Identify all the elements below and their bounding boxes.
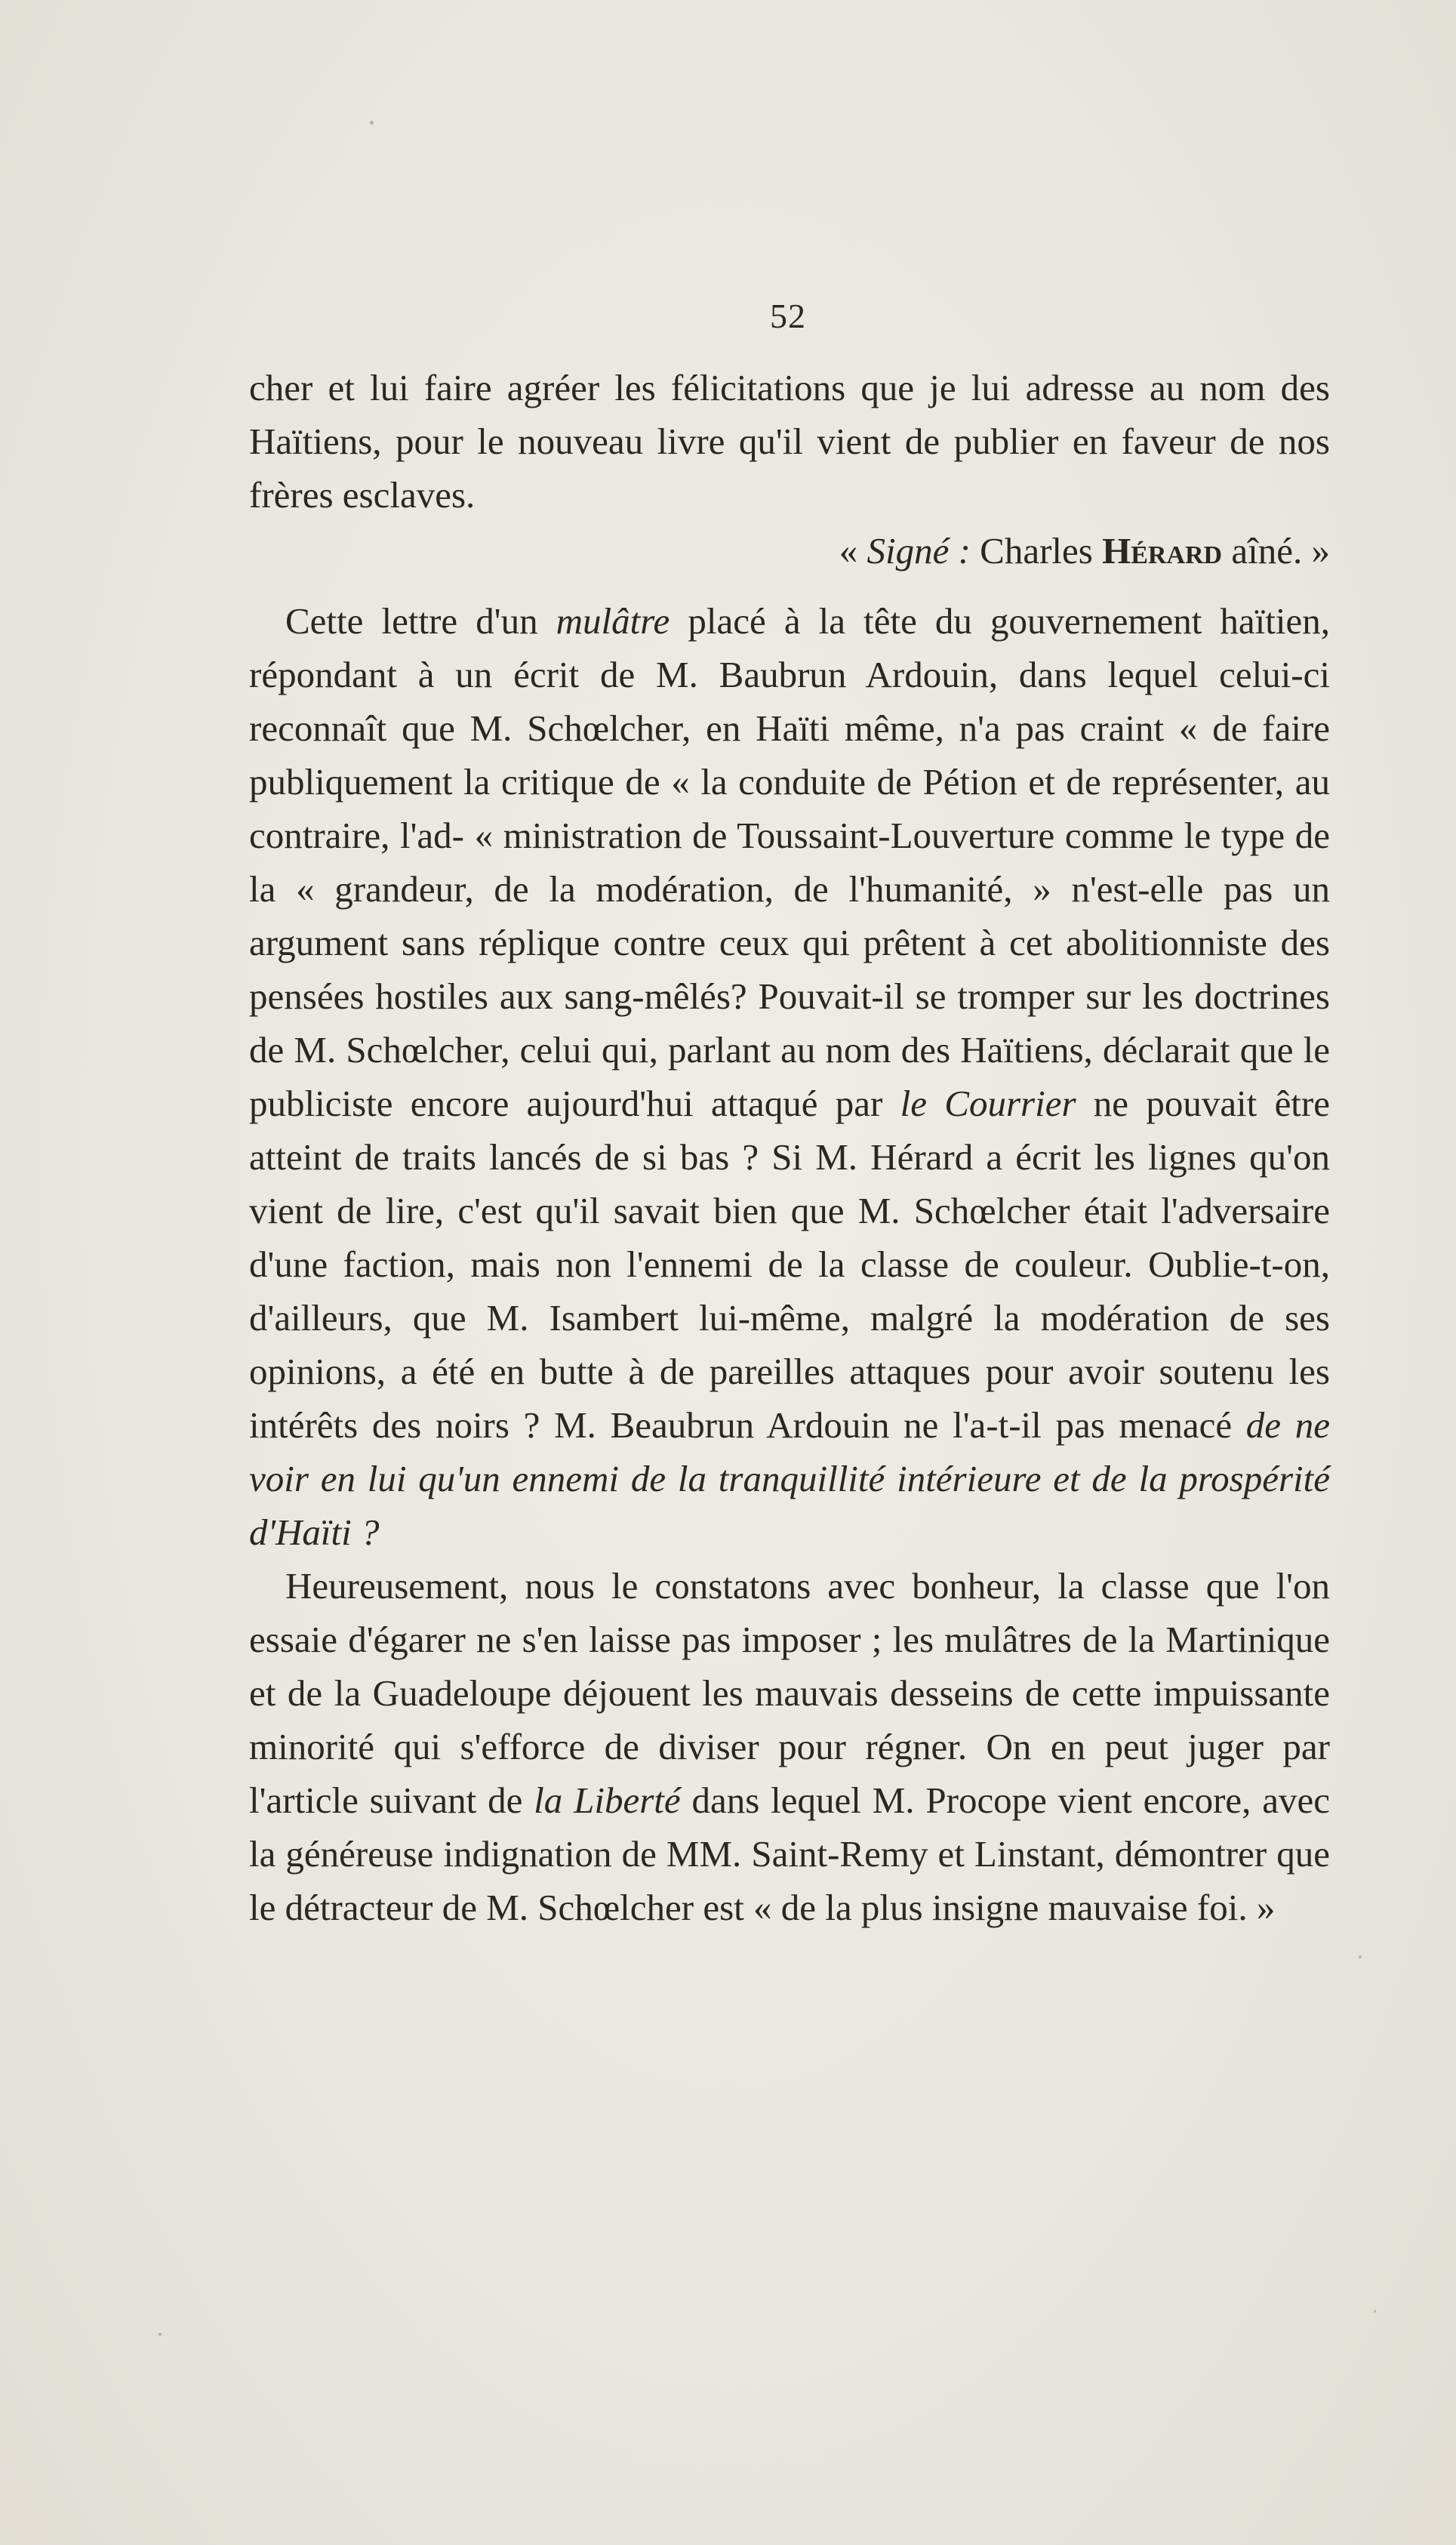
- paragraph-2-part-2: placé à la tête du gouvernement haïtien, répondant à un écrit de M. Baubrun Ardouin, dans lequel celui-ci reconnaît que M. Schœlcher, en Haïti même, n'a pas craint « de faire publiquement la critique de « la conduite de Pétion et de représenter, au contraire, l'ad- « ministration de Toussaint-Louverture comme le type de la « grandeur, de la modération, de l'humanité, » n'est-elle pas un argument sans réplique contre ceux qui prêtent à cet abolitionniste des pensées hostiles aux sang-mêlés? Pouvait-il se tromper sur les doctrines de M. Schœlcher, celui qui, parlant au nom des Haïtiens, déclarait que le publiciste encore aujourd'hui attaqué par: [249, 600, 1330, 1124]
- paragraph-2-italic-3: de ne voir en lui qu'un ennemi de la tranquillité intérieure et de la prospérité d'Haïti ?: [249, 1404, 1330, 1553]
- paragraph-2: [249, 594, 1330, 1559]
- paragraph-3-part-1: Heureusement, nous le constatons avec bonheur, la classe que l'on essaie d'égarer ne s'en laisse pas imposer ; les mulâtres de la Martinique et de la Guadeloupe déjouent les mauvais desseins de cette impuissante minorité qui s'efforce de diviser pour régner. On en peut juger par l'article suivant de: [249, 1565, 1330, 1821]
- signature-signed-label: Signé :: [867, 530, 971, 572]
- paragraph-2-italic-2: le Courrier: [900, 1083, 1076, 1124]
- paragraph-2-part-3: ne pouvait être atteint de traits lancés de si bas ? Si M. Hérard a écrit les lignes qu'on vient de lire, c'est qu'il savait bien que M. Schœlcher était l'adversaire d'une faction, mais non l'ennemi de la classe de couleur. Oublie-t-on, d'ailleurs, que M. Isambert lui-même, malgré la modération de ses opinions, a été en butte à de pareilles attaques pour avoir soutenu les intérêts des noirs ? M. Beaubrun Ardouin ne l'a-t-il pas menacé: [249, 1083, 1330, 1446]
- paragraph-1: cher et lui faire agréer les félicitations que je lui adresse au nom des Haïtiens, pour le nouveau livre qu'il vient de publier en faveur de nos frères esclaves.: [249, 367, 1330, 516]
- signature-line: [249, 524, 1330, 578]
- paper-speck: [370, 121, 374, 125]
- paragraph-2-italic-1: mulâtre: [556, 600, 670, 642]
- paper-speck: [159, 2333, 162, 2336]
- paragraph-2-part-1: Cette lettre d'un: [285, 600, 556, 642]
- paragraph-3-italic-1: la Liberté: [534, 1779, 681, 1821]
- signature-open-quote: «: [839, 530, 867, 572]
- paragraph-spacer: [249, 578, 1330, 594]
- signature-surname: Hérard: [1102, 530, 1223, 572]
- paragraph-3-part-2: dans lequel M. Procope vient encore, avec la généreuse indignation de MM. Saint-Remy et Linstant, démontrer que le détracteur de M. Schœlcher est « de la plus insigne mauvaise foi. »: [249, 1779, 1330, 1928]
- page-number: 52: [770, 297, 806, 335]
- paper-speck: [1374, 2310, 1376, 2312]
- paper-speck: [1359, 1955, 1362, 1958]
- paragraph-3: [249, 1559, 1330, 1934]
- signature-suffix: aîné. »: [1222, 530, 1330, 572]
- signature-first-name: Charles: [970, 530, 1103, 572]
- body-text: [249, 361, 1330, 1934]
